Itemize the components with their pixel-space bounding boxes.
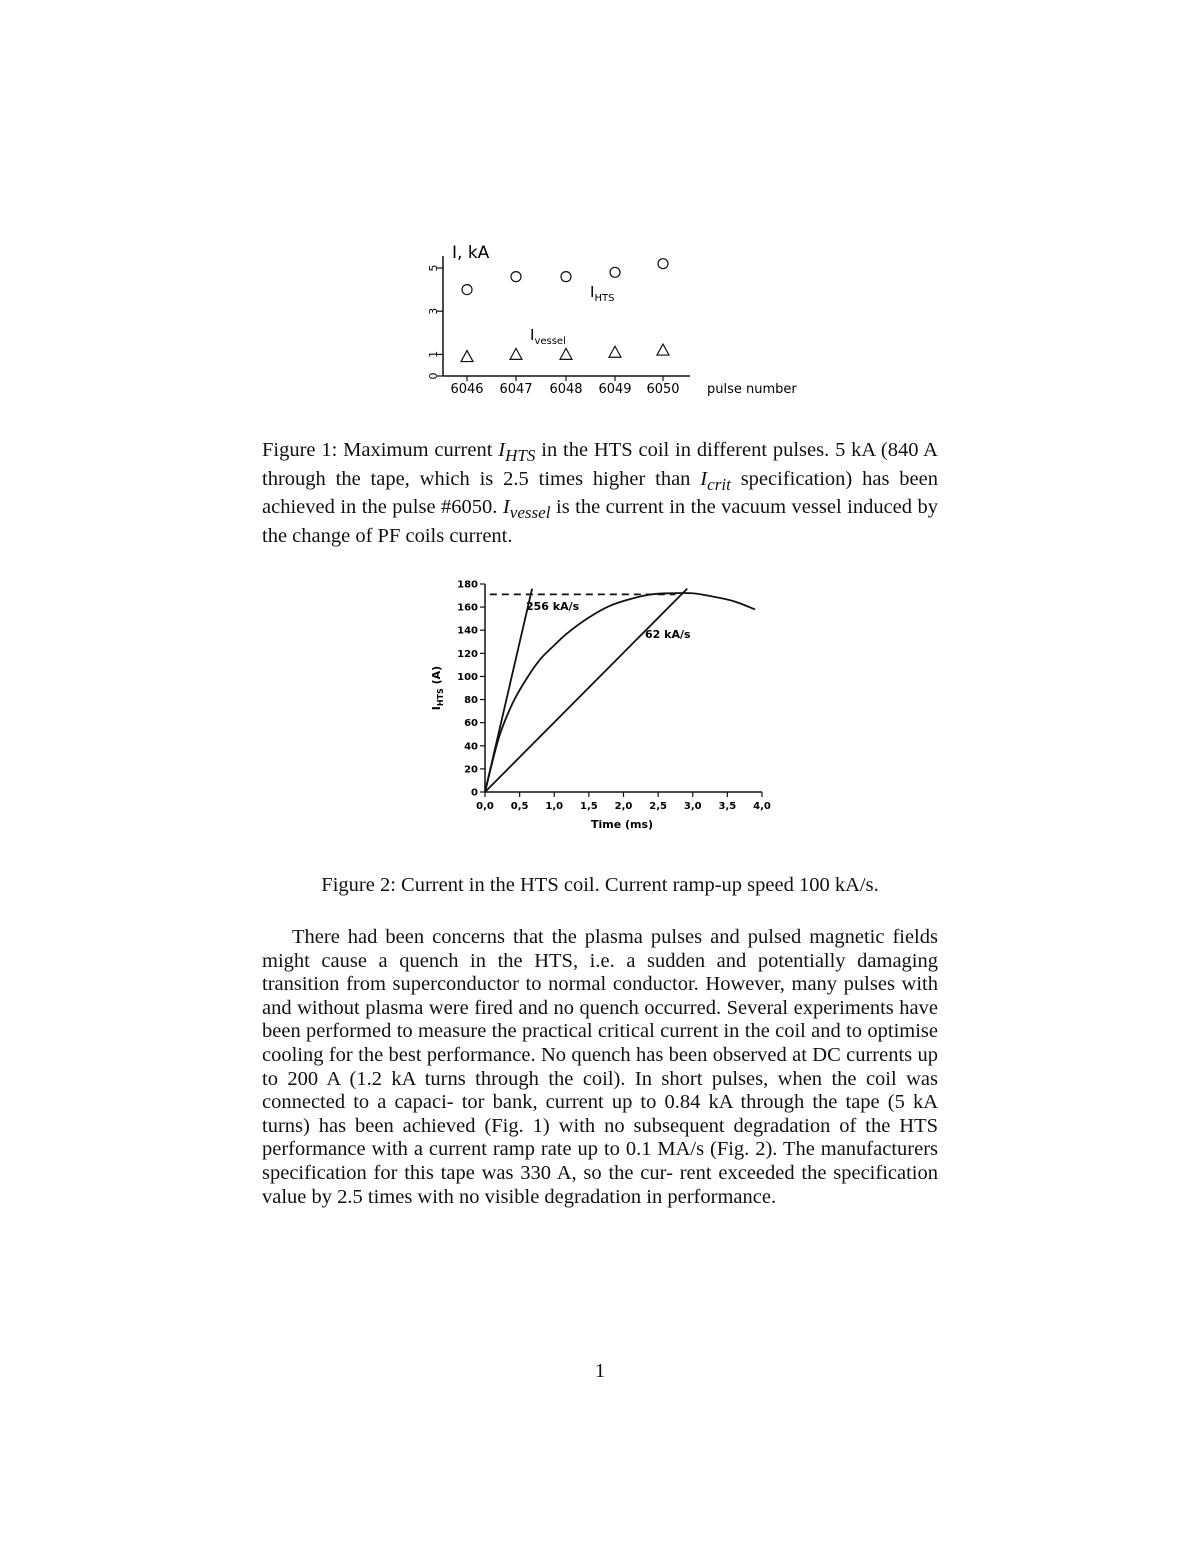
figure-2-line-chart bbox=[0, 560, 1200, 860]
fig2-y-tick-label: 40 bbox=[464, 741, 478, 753]
fig1-hts-point bbox=[511, 272, 521, 282]
fig2-y-tick-label: 120 bbox=[457, 648, 478, 660]
fig2-x-tick-label: 2,0 bbox=[614, 801, 633, 812]
fig2-y-tick-label: 180 bbox=[457, 579, 478, 591]
fig1-vessel-point bbox=[657, 344, 669, 355]
fig2-current-curve bbox=[485, 593, 755, 792]
fig2-x-tick-label: 0,0 bbox=[476, 801, 494, 812]
fig2-annotation-62: 62 kA/s bbox=[645, 628, 691, 641]
fig1-x-tick-label: 6047 bbox=[499, 382, 533, 397]
fig1-x-tick-label: 6049 bbox=[598, 382, 632, 397]
fig1-vessel-point bbox=[609, 346, 621, 357]
fig1-y-tick-label: 5 bbox=[427, 264, 440, 272]
fig1-y-tick-label: 3 bbox=[427, 307, 440, 315]
fig1-x-axis-label: pulse number bbox=[707, 382, 797, 397]
fig2-x-axis-label: Time (ms) bbox=[590, 818, 654, 831]
fig1-hts-point bbox=[658, 259, 668, 269]
fig2-y-tick-label: 140 bbox=[457, 625, 478, 637]
fig2-x-tick-label: 3,5 bbox=[718, 801, 737, 812]
fig2-y-tick-label: 100 bbox=[457, 671, 478, 683]
fig2-ramp-line-1 bbox=[485, 589, 532, 792]
fig2-y-tick-label: 20 bbox=[464, 764, 478, 776]
fig2-y-tick-label: 60 bbox=[464, 718, 478, 730]
fig2-x-tick-label: 1,0 bbox=[545, 801, 564, 812]
figure-1-caption: Figure 1: Maximum current $I_{HTS}$ in the HTS coil in different pulses. 5 kA (840 A through the tape, which is 2.5 times higher than $I_{crit}$ specification) has been achieved in the pulse #6050. $I_{vessel}$ is the current in the vacuum vessel induced by the change of PF coils current. bbox=[262, 439, 939, 548]
fig2-annotation-256: 256 kA/s bbox=[526, 600, 580, 613]
figure-2-caption: Figure 2: Current in the HTS coil. Current ramp-up speed 100 kA/s. bbox=[321, 874, 879, 896]
fig1-x-tick-label: 6050 bbox=[646, 382, 680, 397]
fig1-vessel-point bbox=[560, 348, 572, 359]
fig1-annotation-vessel: $I_{vessel}$ bbox=[530, 326, 566, 347]
fig2-x-tick-label: 4,0 bbox=[753, 801, 771, 812]
fig1-y-tick-label: 1 bbox=[427, 350, 440, 358]
fig2-x-tick-label: 3,0 bbox=[683, 801, 702, 812]
fig2-y-tick-label: 160 bbox=[457, 602, 478, 614]
fig2-y-axis-label: $I_{HTS}$ (A) bbox=[430, 665, 445, 711]
fig1-x-tick-label: 6048 bbox=[549, 382, 583, 397]
fig1-x-tick-label: 6046 bbox=[450, 382, 484, 397]
fig1-vessel-point bbox=[461, 351, 473, 362]
fig1-y-axis-label: I, kA bbox=[452, 243, 490, 263]
fig2-x-tick-label: 1,5 bbox=[580, 801, 598, 812]
fig1-vessel-point bbox=[510, 348, 522, 359]
figure-1-scatter-chart bbox=[0, 0, 1200, 420]
fig1-hts-point bbox=[462, 285, 472, 295]
fig1-hts-point bbox=[561, 272, 571, 282]
fig2-y-tick-label: 80 bbox=[464, 695, 478, 707]
fig2-x-tick-label: 0,5 bbox=[510, 801, 529, 812]
fig1-hts-point bbox=[610, 267, 620, 277]
body-paragraph: There had been concerns that the plasma pulses and pulsed magnetic fields might cause a quench in the HTS, i.e. a sudden and potentially damaging transition from superconductor to normal conductor. However, many pulses with and without plasma were fired and no quench occurred. Several experiments have been performed to measure the practical critical current in the coil and to optimise cooling for the best performance. No quench has been observed at DC currents up to 200 A (1.2 kA turns through the coil). In short pulses, when the coil was connected to a capaci- tor bank, current up to 0.84 kA through the tape (5 kA turns) has been achieved (Fig. 1) with no subsequent degradation of the HTS performance with a current ramp rate up to 0.1 MA/s (Fig. 2). The manufacturers specification for this tape was 330 A, so the cur- rent exceeded the specification value by 2.5 times with no visible degradation in performance. bbox=[262, 926, 938, 1208]
fig1-annotation-hts: $I_{HTS}$ bbox=[590, 283, 615, 304]
fig2-x-tick-label: 2,5 bbox=[649, 801, 667, 812]
page-number: 1 bbox=[594, 1360, 606, 1382]
fig2-y-tick-label: 0 bbox=[471, 787, 478, 799]
fig1-y-tick-label: 0 bbox=[427, 372, 440, 380]
